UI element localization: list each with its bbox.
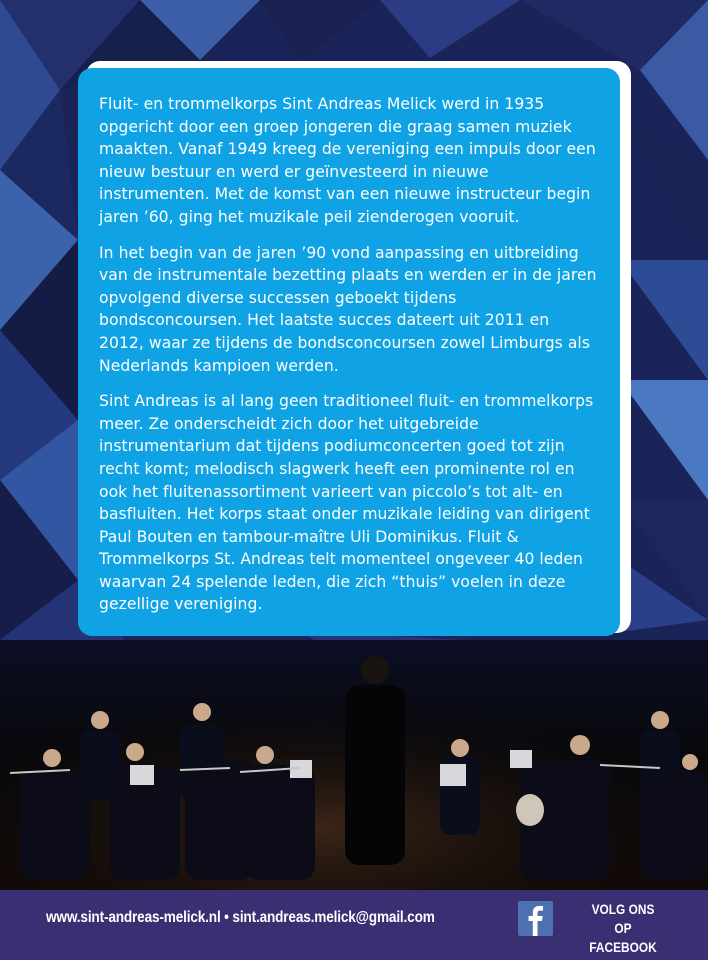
facebook-line-2: OP FACEBOOK [589, 920, 657, 955]
footer-contact [46, 909, 435, 927]
email-link[interactable]: sint.andreas.melick@gmail.com [232, 909, 435, 926]
about-card [78, 68, 620, 636]
about-paragraph-2: In het begin van de jaren ’90 vond aanpassing en uitbreiding van de instrumentale bezetting plaats en werden er in de jaren opvolgend diverse successen geboekt tijdens bondsconcoursen. Het laatste succes dateert uit 2011 en 2012, waar ze tijdens de bondsconcoursen zowel Limburgs als Nederlands kampioen werden. [99, 243, 597, 375]
footer-bar [0, 890, 708, 960]
facebook-line-1: VOLG ONS [591, 901, 655, 917]
about-paragraph-3: Sint Andreas is al lang geen traditioneel fluit- en trommelkorps meer. Ze onderscheidt zich door het uitgebreide instrumentarium dat tijdens podiumconcerten goed tot zijn recht komt; melodisch slagwerk heeft een prominente rol en ook het fluitenassortiment varieert van piccolo’s tot alt- en basfluiten. Het korps staat onder muzikale leiding van dirigent Paul Bouten en tambour-maître Uli Dominikus. Fluit & Trommelkorps St. Andreas telt momenteel ongeveer 40 leden waarvan 24 spelende leden, die zich “thuis” voelen in deze gezellige vereniging. [99, 392, 594, 614]
concert-photo [0, 640, 708, 890]
facebook-follow-text[interactable] [585, 900, 662, 957]
separator: • [224, 909, 229, 926]
website-link[interactable]: www.sint-andreas-melick.nl [46, 909, 221, 926]
about-paragraph-1: Fluit- en trommelkorps Sint Andreas Melick werd in 1935 opgericht door een groep jongeren die graag samen muziek maakten. Vanaf 1949 kreeg de vereniging een impuls door een nieuw bestuur en werd er geïnvesteerd in nieuwe instrumenten. Met de komst van een nieuwe instructeur begin jaren ’60, ging het muzikale peil zienderogen vooruit. [99, 95, 596, 226]
facebook-icon[interactable] [518, 901, 553, 936]
